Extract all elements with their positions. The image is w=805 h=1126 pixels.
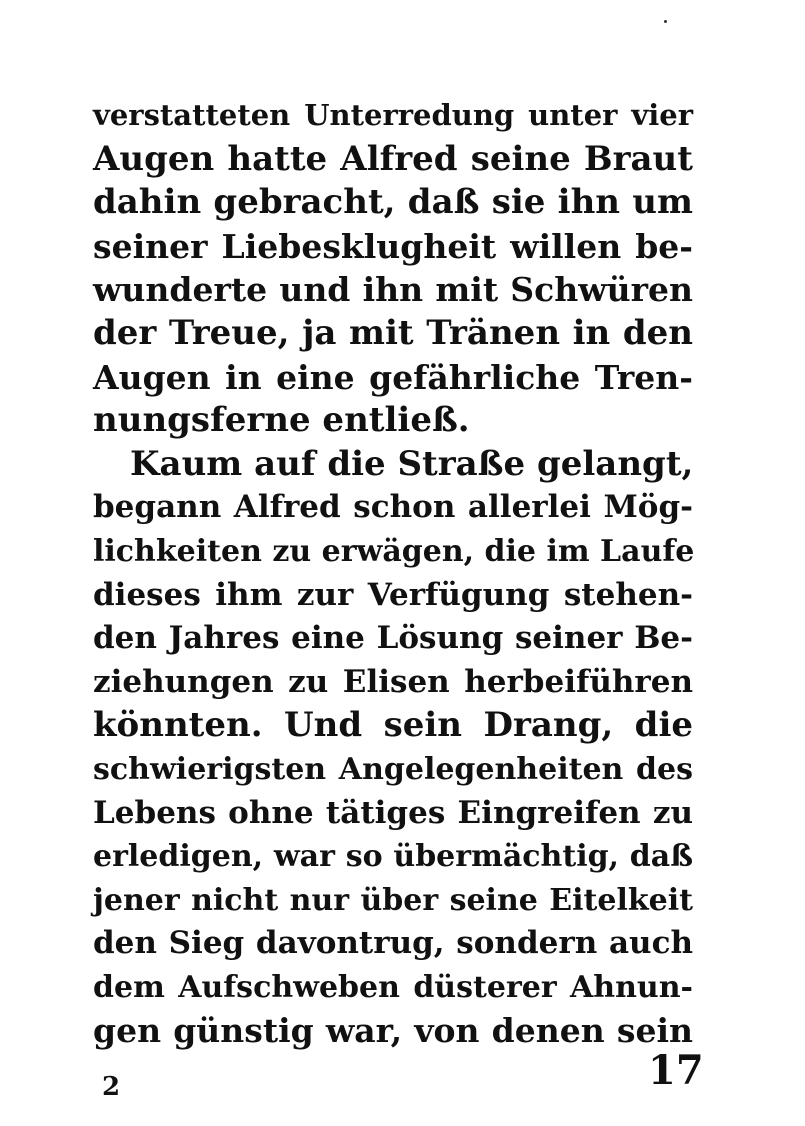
text-line: dem Aufschweben düsterer Ahnun-	[93, 969, 693, 1005]
text-line: begann Alfred schon allerlei Mög-	[93, 489, 693, 526]
text-line: seiner Liebesklugheit willen be-	[93, 226, 693, 266]
text-line: dahin gebracht, daß sie ihn um	[93, 182, 693, 223]
text-line: nungsferne entließ.	[93, 400, 470, 441]
text-line: gen günstig war, von denen sein	[93, 1011, 693, 1051]
page-number: 17	[648, 1047, 704, 1094]
body-text	[93, 94, 693, 1053]
text-line: Augen hatte Alfred seine Braut	[93, 138, 693, 179]
text-line: der Treue, ja mit Tränen in den	[93, 312, 693, 353]
text-line: schwierigsten Angelegenheiten des	[93, 751, 693, 787]
text-line: erledigen, war so übermächtig, daß	[93, 839, 693, 875]
text-line: verstatteten Unterredung unter vier	[93, 98, 693, 132]
text-line: ziehungen zu Elisen herbeiführen	[93, 663, 693, 700]
speck-mark	[664, 20, 667, 23]
text-line: den Jahres eine Lösung seiner Be-	[93, 620, 693, 657]
text-line: Lebens ohne tätiges Eingreifen zu	[93, 794, 693, 831]
text-line: lichkeiten zu erwägen, die im Laufe	[93, 533, 695, 569]
text-line: könnten. Und sein Drang, die	[93, 705, 693, 746]
text-line: Augen in eine gefährliche Tren-	[93, 357, 693, 397]
text-line: jener nicht nur über seine Eitelkeit	[93, 882, 693, 918]
text-line: den Sieg davontrug, sondern auch	[93, 925, 693, 962]
text-line: dieses ihm zur Verfügung stehen-	[93, 576, 693, 613]
signature-mark: 2	[102, 1072, 121, 1102]
paragraph-start-line: Kaum auf die Straße gelangt,	[130, 443, 694, 484]
text-line: wunderte und ihn mit Schwüren	[93, 270, 693, 310]
